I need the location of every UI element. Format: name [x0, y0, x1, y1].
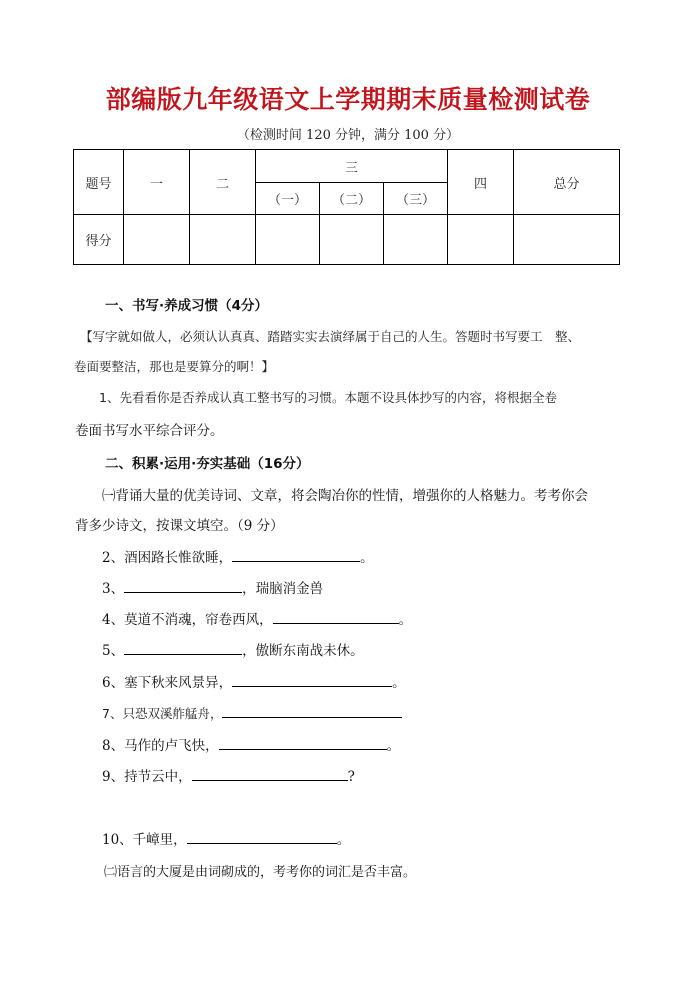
score-cell[interactable] — [256, 215, 320, 265]
col-1-header: 一 — [124, 150, 190, 215]
col-3-sub-2: （二） — [320, 183, 384, 215]
answer-blank[interactable] — [219, 735, 387, 750]
header-label-cell: 题号 — [74, 150, 124, 215]
answer-blank[interactable] — [124, 640, 242, 655]
answer-blank[interactable] — [222, 703, 402, 718]
section-1-note-line-2: 卷面要整洁，那也是要算分的啊！】 — [74, 359, 275, 374]
section-1-heading: 一、书写·养成习惯（4分） — [105, 298, 269, 314]
score-cell[interactable] — [320, 215, 384, 265]
col-3-sub-1: （一） — [256, 183, 320, 215]
question-4: 4、莫道不消魂，帘卷西风， 。 — [102, 608, 412, 628]
answer-blank[interactable] — [232, 672, 392, 687]
item-1-line-2: 卷面书写水平综合评分。 — [75, 423, 224, 439]
section-1-note-line-1: 【写字就如做人，必须认认真真、踏踏实实去演绎属于自己的人生。答题时书写要工 整、 — [80, 329, 581, 344]
score-table — [73, 149, 620, 265]
answer-blank[interactable] — [232, 547, 360, 562]
col-3-header: 三 — [256, 150, 448, 183]
question-3: 3、 ，瑞脑消金兽 — [102, 577, 323, 597]
col-3-sub-3: （三） — [384, 183, 448, 215]
section-2-sub-2: ㈡语言的大厦是由词砌成的，考考你的词汇是否丰富。 — [104, 865, 417, 880]
col-2-header: 二 — [190, 150, 256, 215]
score-cell[interactable] — [124, 215, 190, 265]
section-2-sub-1-line-2: 背多少诗文，按课文填空。（9 分） — [75, 518, 284, 534]
score-label-cell: 得分 — [74, 215, 124, 265]
answer-blank[interactable] — [273, 609, 399, 624]
score-cell[interactable] — [448, 215, 514, 265]
page-subtitle: （检测时间 120 分钟，满分 100 分） — [236, 128, 460, 143]
page-title: 部编版九年级语文上学期期末质量检测试卷 — [105, 85, 591, 114]
question-6: 6、塞下秋来风景异， 。 — [102, 671, 406, 691]
answer-blank[interactable] — [192, 766, 348, 781]
question-10: 10、千嶂里， 。 — [102, 828, 350, 848]
section-2-sub-1-line-1: ㈠背诵大量的优美诗词、文章，将会陶冶你的性情，增强你的人格魅力。考考你会 — [102, 488, 588, 504]
item-1-line-1: 1、先看看你是否养成认真工整书写的习惯。本题不设具体抄写的内容，将根据全卷 — [99, 390, 557, 405]
answer-blank[interactable] — [187, 829, 337, 844]
question-2: 2、酒困路长惟欲睡， 。 — [102, 546, 374, 566]
question-8: 8、马作的卢飞快， 。 — [102, 734, 400, 754]
score-cell[interactable] — [384, 215, 448, 265]
total-header: 总分 — [514, 150, 620, 215]
question-7: 7、只恐双溪舴艋舟， — [102, 703, 402, 722]
col-4-header: 四 — [448, 150, 514, 215]
question-5: 5、 ，傲断东南战未休。 — [102, 639, 364, 659]
question-9: 9、持节云中， ? — [102, 765, 355, 785]
score-cell[interactable] — [514, 215, 620, 265]
section-2-heading: 二、积累·运用·夯实基础（16分） — [105, 456, 310, 472]
answer-blank[interactable] — [124, 578, 242, 593]
score-cell[interactable] — [190, 215, 256, 265]
